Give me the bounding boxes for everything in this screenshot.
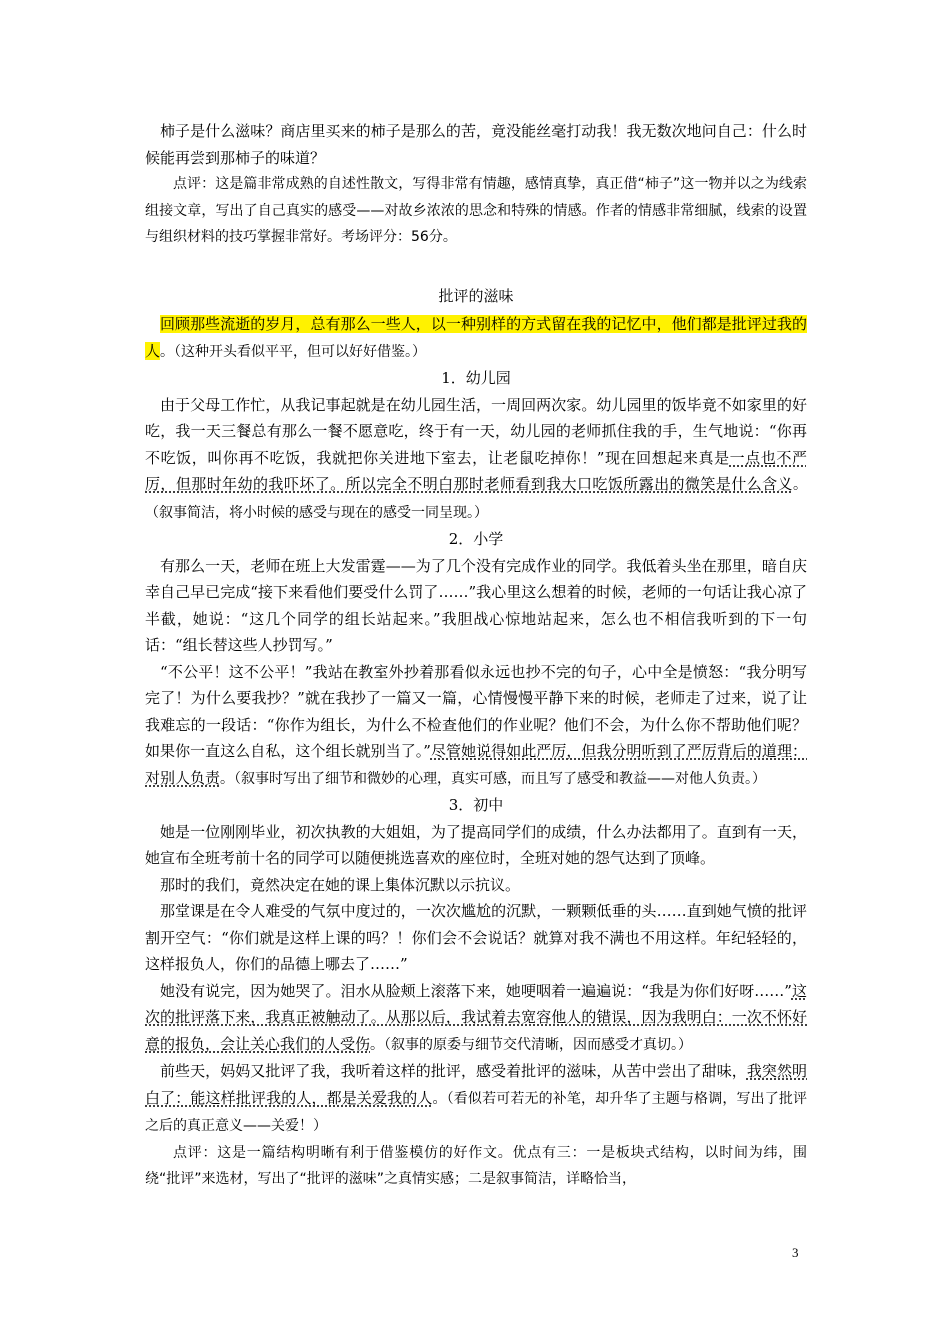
underlined-text: 一点也不严厉，但那时年幼的我吓坏了。所以完全不明白那时老师看到我大口吃饭所露出的微笑是什么含义	[145, 448, 807, 493]
inline-comment: 。（叙事的原委与细节交代清晰，因而感受才真切。）	[370, 1036, 693, 1053]
intro-paragraph	[145, 311, 807, 365]
section-heading-kindergarten: 1．幼儿园	[441, 369, 511, 387]
page-number: 3	[792, 1245, 799, 1260]
primary-paragraph-1: 有那么一天，老师在班上大发雷霆——为了几个没有完成作业的同学。我低着头坐在那里，暗自庆幸自己早已完成“接下来看他们要受什么罚了……”我心里这么想着的时候，老师的一句话让我心凉了半截，她说：“这几个同学的组长站起来。”我胆战心惊地站起来，怎么也不相信我听到的下一句话：“组长替这些人抄罚写。”	[145, 556, 807, 654]
junior-paragraph-4	[145, 978, 807, 1059]
text: “不公平！这不公平！”我站在教室外抄着那看似永远也抄不完的句子，心中全是愤怒：“我分明写完了！为什么要我抄？”就在我抄了一篇又一篇，心情慢慢平静下来的时候，老师走了过来，说了让我难忘的一段话：“你作为组长，为什么不检查他们的作业呢？他们不会，为什么你不帮助他们呢？如果你一直这么自私，这个组长就别当了。”	[145, 662, 807, 760]
inline-comment: 。（叙事时写出了细节和微妙的心理，真实可感，而且写了感受和教益——对他人负责。）	[220, 770, 767, 787]
document-body	[145, 118, 807, 1193]
junior-paragraph-2: 那时的我们，竟然决定在她的课上集体沉默以示抗议。	[160, 875, 521, 894]
text: 由于父母工作忙，从我记事起就是在幼儿园生活，一周回两次家。幼儿园里的饭毕竟不如家里的好吃，我一天三餐总有那么一餐不愿意吃，终于有一天，幼儿园的老师抓住我的手，生气地说：“你再不吃饭，叫你再不吃饭，我就把你关进地下室去，让老鼠吃掉你！”现在回想起来真是	[145, 395, 807, 467]
closing-paragraph	[145, 1058, 807, 1140]
underlined-text: 尽管她说得如此严厉，但我分明听到了严厉背后的道理：对别人负责	[145, 742, 807, 787]
junior-paragraph-3: 那堂课是在令人难受的气氛中度过的，一次次尴尬的沉默，一颗颗低垂的头……直到她气愤的批评割开空气：“你们就是这样上课的吗？！你们会不会说话？就算对我不满也不用这样。年纪轻轻的，这样报负人，你们的品德上哪去了……”	[145, 902, 807, 973]
review-persimmon: 点评：这是篇非常成熟的自述性散文，写得非常有情趣，感情真挚，真正借“柿子”这一物并以之为线索组接文章，写出了自己真实的感受——对故乡浓浓的思念和特殊的情感。作者的情感非常细腻，线索的设置与组织材料的技巧掌握非常好。考场评分：56分。	[145, 176, 807, 245]
primary-paragraph-2	[145, 659, 807, 793]
kindergarten-paragraph	[145, 392, 807, 527]
spacer	[145, 251, 807, 279]
inline-comment: 。（叙事简洁，将小时候的感受与现在的感受一同呈现。）	[145, 477, 807, 521]
underlined-text: 这次的批评落下来，我真正被触动了。从那以后，我试着去宽容他人的错误，因为我明白：一次不怀好意的报负，会让关心我们的人受伤	[145, 981, 807, 1053]
section-heading-junior-high: 3．初中	[448, 796, 504, 814]
inline-comment: 。（看似若可若无的补笔，却升华了主题与格调，写出了批评之后的真正意义——关爱！）	[145, 1090, 807, 1134]
highlighted-text: 回顾那些流逝的岁月，总有那么一些人，以一种别样的方式留在我的记忆中，他们都是批评过我的人	[145, 315, 807, 360]
intro-comment: 。（这种开头看似平平，但可以好好借鉴。）	[160, 343, 427, 360]
paragraph-persimmon: 柿子是什么滋味？商店里买来的柿子是那么的苦，竟没能丝毫打动我！我无数次地问自己：什么时候能再尝到那柿子的味道？	[145, 122, 807, 167]
text: 她没有说完，因为她哭了。泪水从脸颊上滚落下来，她哽咽着一遍遍说：“我是为你们好呀……”	[160, 981, 792, 1000]
review-paragraph: 点评：这是一篇结构明晰有利于借鉴模仿的好作文。优点有三：一是板块式结构，以时间为纬，围绕“批评”来选材，写出了“批评的滋味”之真情实感；二是叙事简洁，详略恰当，	[145, 1144, 807, 1187]
underlined-text: 我突然明白了：能这样批评我的人，都是关爱我的人	[145, 1062, 807, 1107]
junior-paragraph-1: 她是一位刚刚毕业，初次执教的大姐姐，为了提高同学们的成绩，什么办法都用了。直到有一天，她宣布全班考前十名的同学可以随便挑选喜欢的座位时，全班对她的怨气达到了顶峰。	[145, 822, 807, 867]
essay-title: 批评的滋味	[438, 286, 514, 305]
text: 前些天，妈妈又批评了我，我听着这样的批评，感受着批评的滋味，从苦中尝出了甜味，	[160, 1062, 747, 1080]
section-heading-primary: 2．小学	[448, 530, 504, 548]
